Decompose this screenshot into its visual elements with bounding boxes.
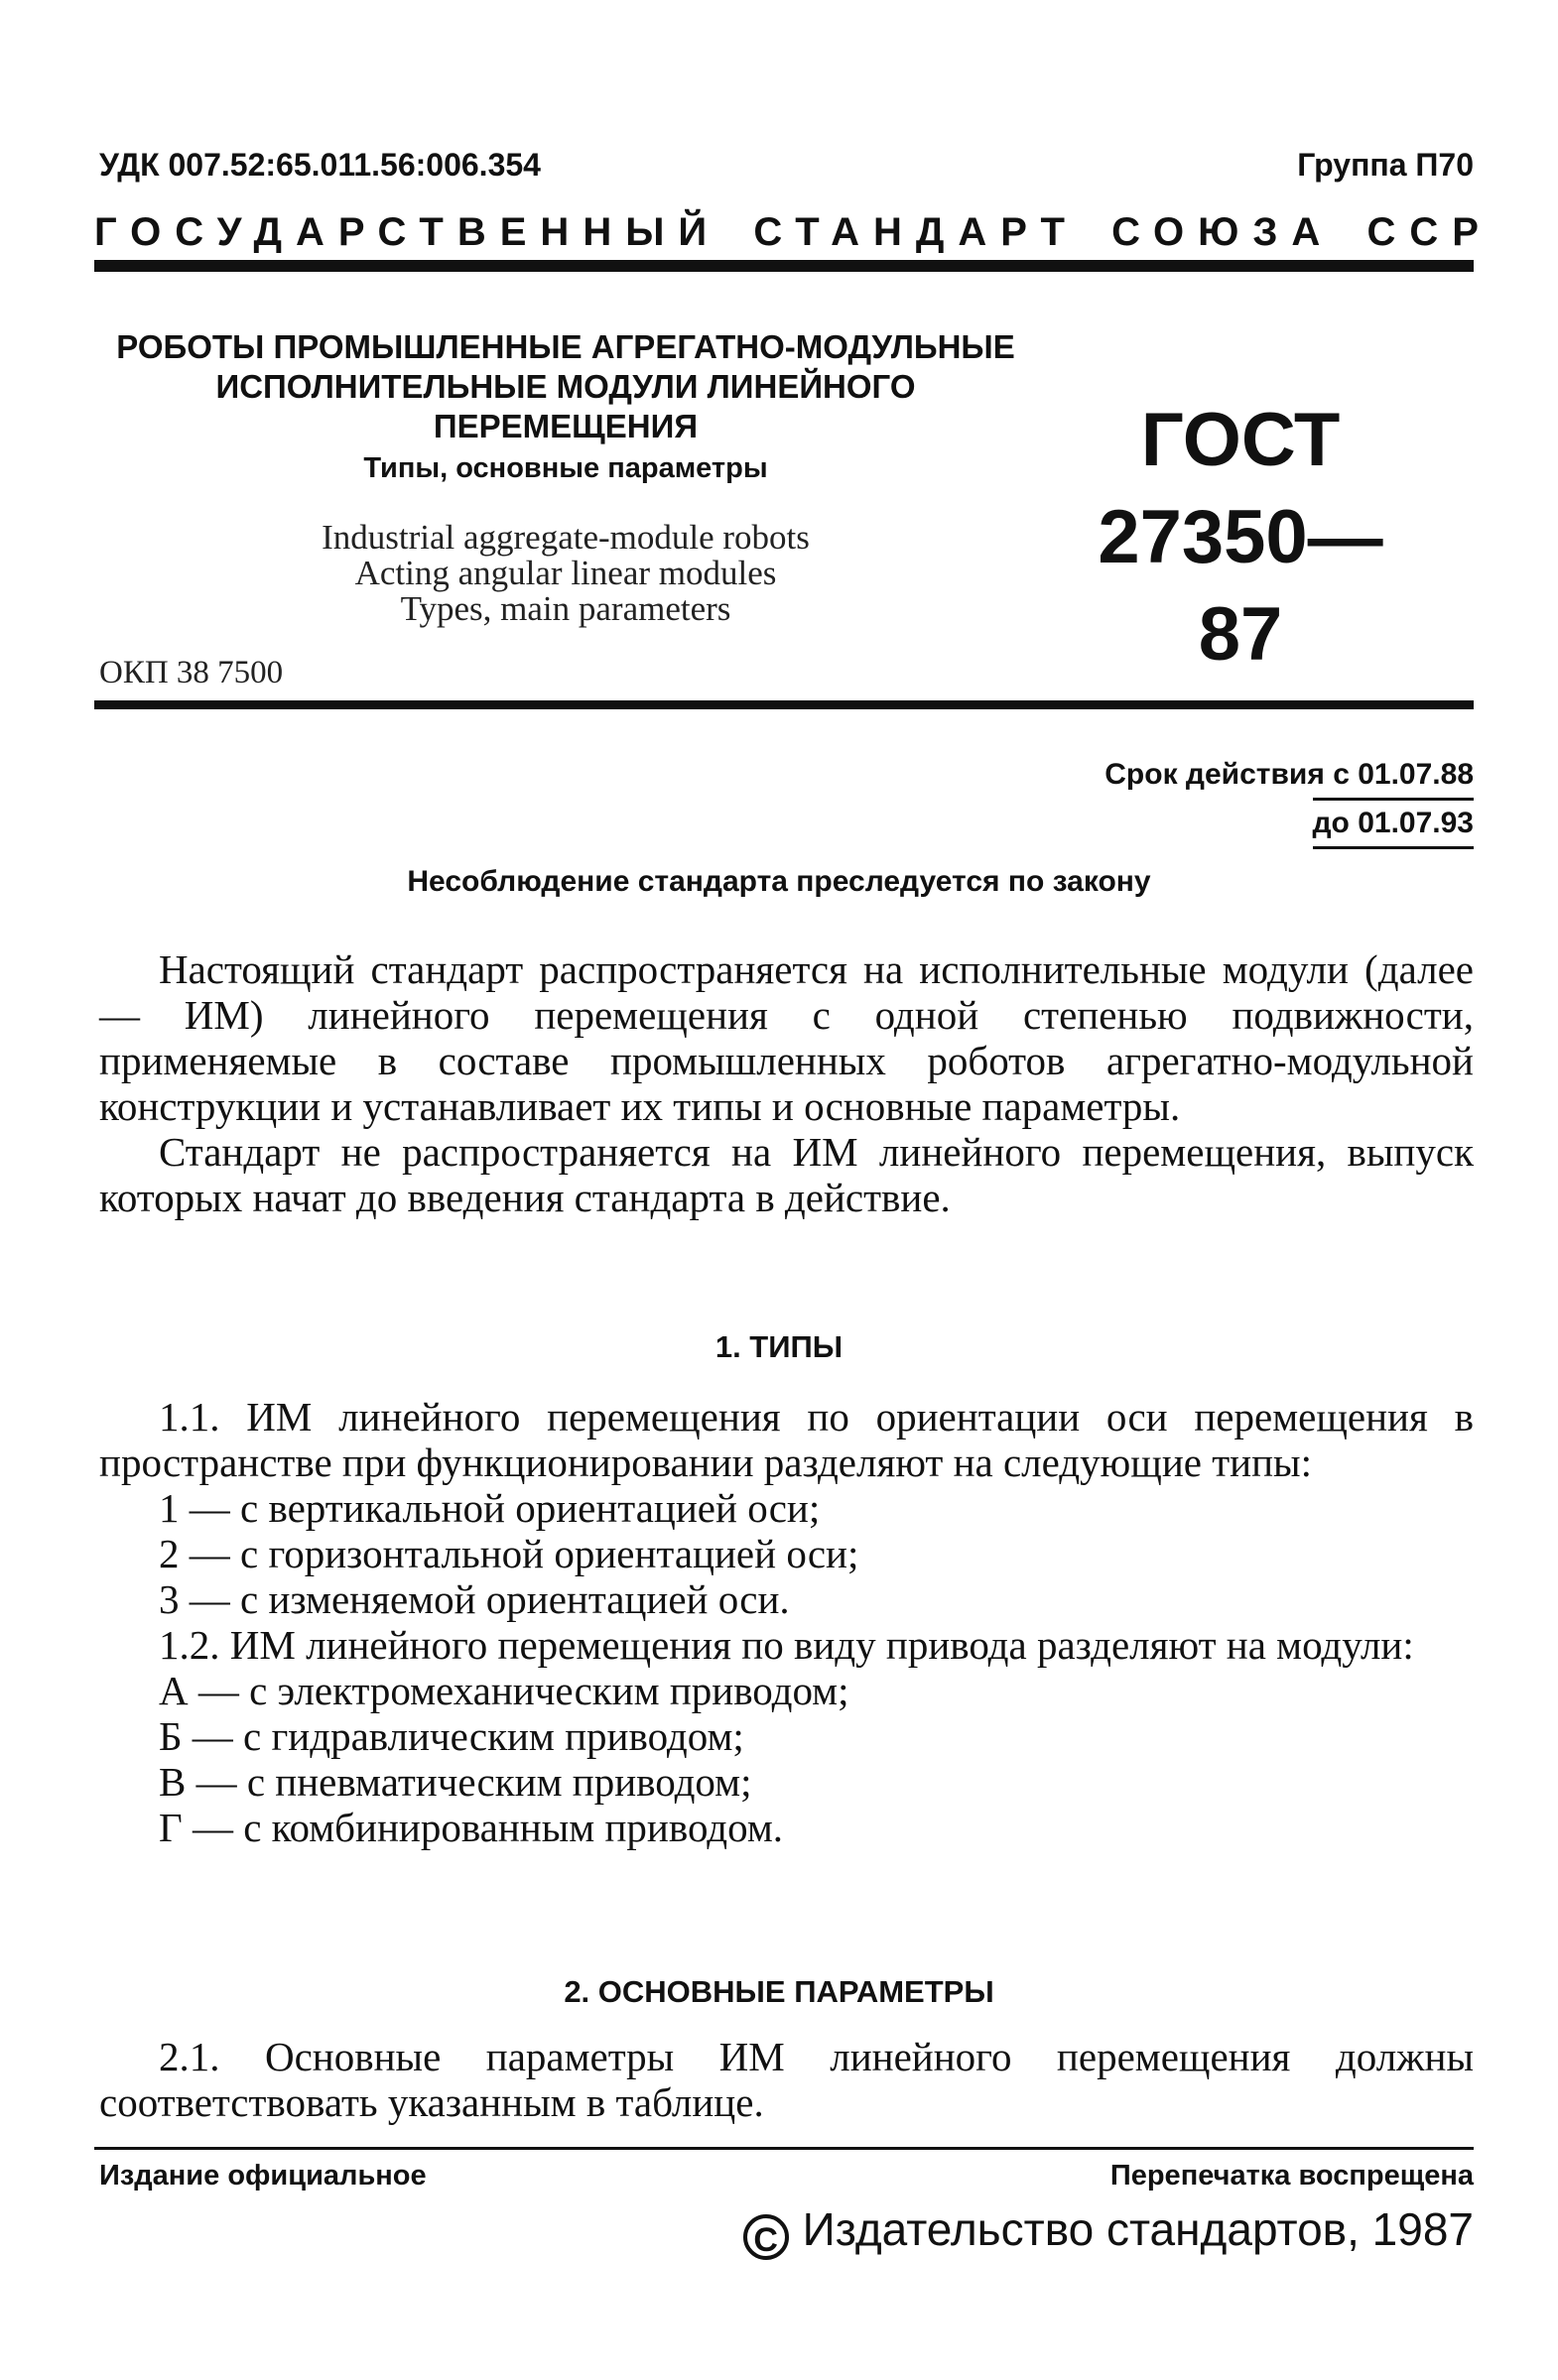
clause-2-1: 2.1. Основные параметры ИМ линейного перемещения должны соответствовать указанным в таблице. bbox=[99, 2034, 1474, 2125]
reprint-notice: Перепечатка воспрещена bbox=[1109, 2160, 1474, 2192]
org-word: ССР bbox=[1366, 210, 1493, 254]
group-code: Группа П70 bbox=[1297, 147, 1474, 183]
title-block bbox=[109, 327, 1022, 627]
footer-rule bbox=[94, 2147, 1474, 2150]
validity-from: Срок действия с 01.07.88 bbox=[1104, 758, 1474, 791]
title-line: ПЕРЕМЕЩЕНИЯ bbox=[433, 408, 699, 444]
okp-code: ОКП 38 7500 bbox=[99, 655, 284, 690]
clause-1-2: 1.2. ИМ линейного перемещения по виду привода разделяют на модули: bbox=[159, 1622, 1414, 1668]
section-2-body bbox=[99, 2034, 1474, 2125]
type-item: 2 — с горизонтальной ориентацией оси; bbox=[159, 1531, 859, 1576]
drive-item: А — с электромеханическим приводом; bbox=[159, 1668, 849, 1713]
org-word: СОЮЗА bbox=[1111, 210, 1335, 254]
title-subtitle: Типы, основные параметры bbox=[363, 452, 768, 484]
intro-paragraph: Стандарт не распространяется на ИМ линейного перемещения, выпуск которых начат до введения стандарта в действие. bbox=[99, 1129, 1474, 1220]
clause-1-1: 1.1. ИМ линейного перемещения по ориентации оси перемещения в пространстве при функционировании разделяют на следующие типы: bbox=[99, 1394, 1474, 1485]
organization-header bbox=[94, 210, 1493, 255]
validity-period bbox=[1104, 752, 1474, 849]
intro-section bbox=[99, 946, 1474, 1220]
type-item: 1 — с вертикальной ориентацией оси; bbox=[159, 1485, 821, 1531]
title-line: ИСПОЛНИТЕЛЬНЫЕ МОДУЛИ ЛИНЕЙНОГО bbox=[215, 368, 916, 405]
intro-paragraph: Настоящий стандарт распространяется на исполнительные модули (далее — ИМ) линейного перемещения с одной степенью подвижности, применяемые в составе промышленных роботов агрегатно-модульной конструкции и устанавливает их типы и основные параметры. bbox=[99, 946, 1474, 1129]
edition-label: Издание официальное bbox=[99, 2160, 427, 2192]
gost-number bbox=[1092, 392, 1389, 684]
publisher-name: Издательство стандартов, 1987 bbox=[802, 2203, 1474, 2255]
gost-label: ГОСТ bbox=[1140, 398, 1341, 482]
org-word: СТАНДАРТ bbox=[753, 210, 1079, 254]
section-1-body bbox=[99, 1394, 1474, 1850]
drive-item: В — с пневматическим приводом; bbox=[159, 1759, 752, 1805]
legal-notice: Несоблюдение стандарта преследуется по закону bbox=[407, 865, 1151, 898]
drive-item: Б — с гидравлическим приводом; bbox=[159, 1713, 744, 1759]
udk-code: УДК 007.52:65.011.56:006.354 bbox=[99, 147, 541, 183]
copyright-line bbox=[743, 2202, 1474, 2260]
title-line: РОБОТЫ ПРОМЫШЛЕННЫЕ АГРЕГАТНО-МОДУЛЬНЫЕ bbox=[116, 328, 1015, 365]
section-1-heading: 1. ТИПЫ bbox=[714, 1329, 844, 1364]
title-en-line: Acting angular linear modules bbox=[354, 554, 777, 592]
title-en-line: Types, main parameters bbox=[400, 589, 731, 628]
gost-code: 27350—87 bbox=[1098, 495, 1383, 677]
title-rule bbox=[94, 700, 1474, 709]
header-rule bbox=[94, 260, 1474, 272]
title-en-line: Industrial aggregate-module robots bbox=[322, 518, 810, 557]
drive-item: Г — с комбинированным приводом. bbox=[159, 1805, 784, 1850]
validity-to: до 01.07.93 bbox=[1313, 798, 1474, 849]
org-word: ГОСУДАРСТВЕННЫЙ bbox=[94, 210, 721, 254]
section-2-heading: 2. ОСНОВНЫЕ ПАРАМЕТРЫ bbox=[564, 1974, 994, 2009]
type-item: 3 — с изменяемой ориентацией оси. bbox=[159, 1576, 790, 1622]
copyright-icon: C bbox=[743, 2214, 789, 2260]
